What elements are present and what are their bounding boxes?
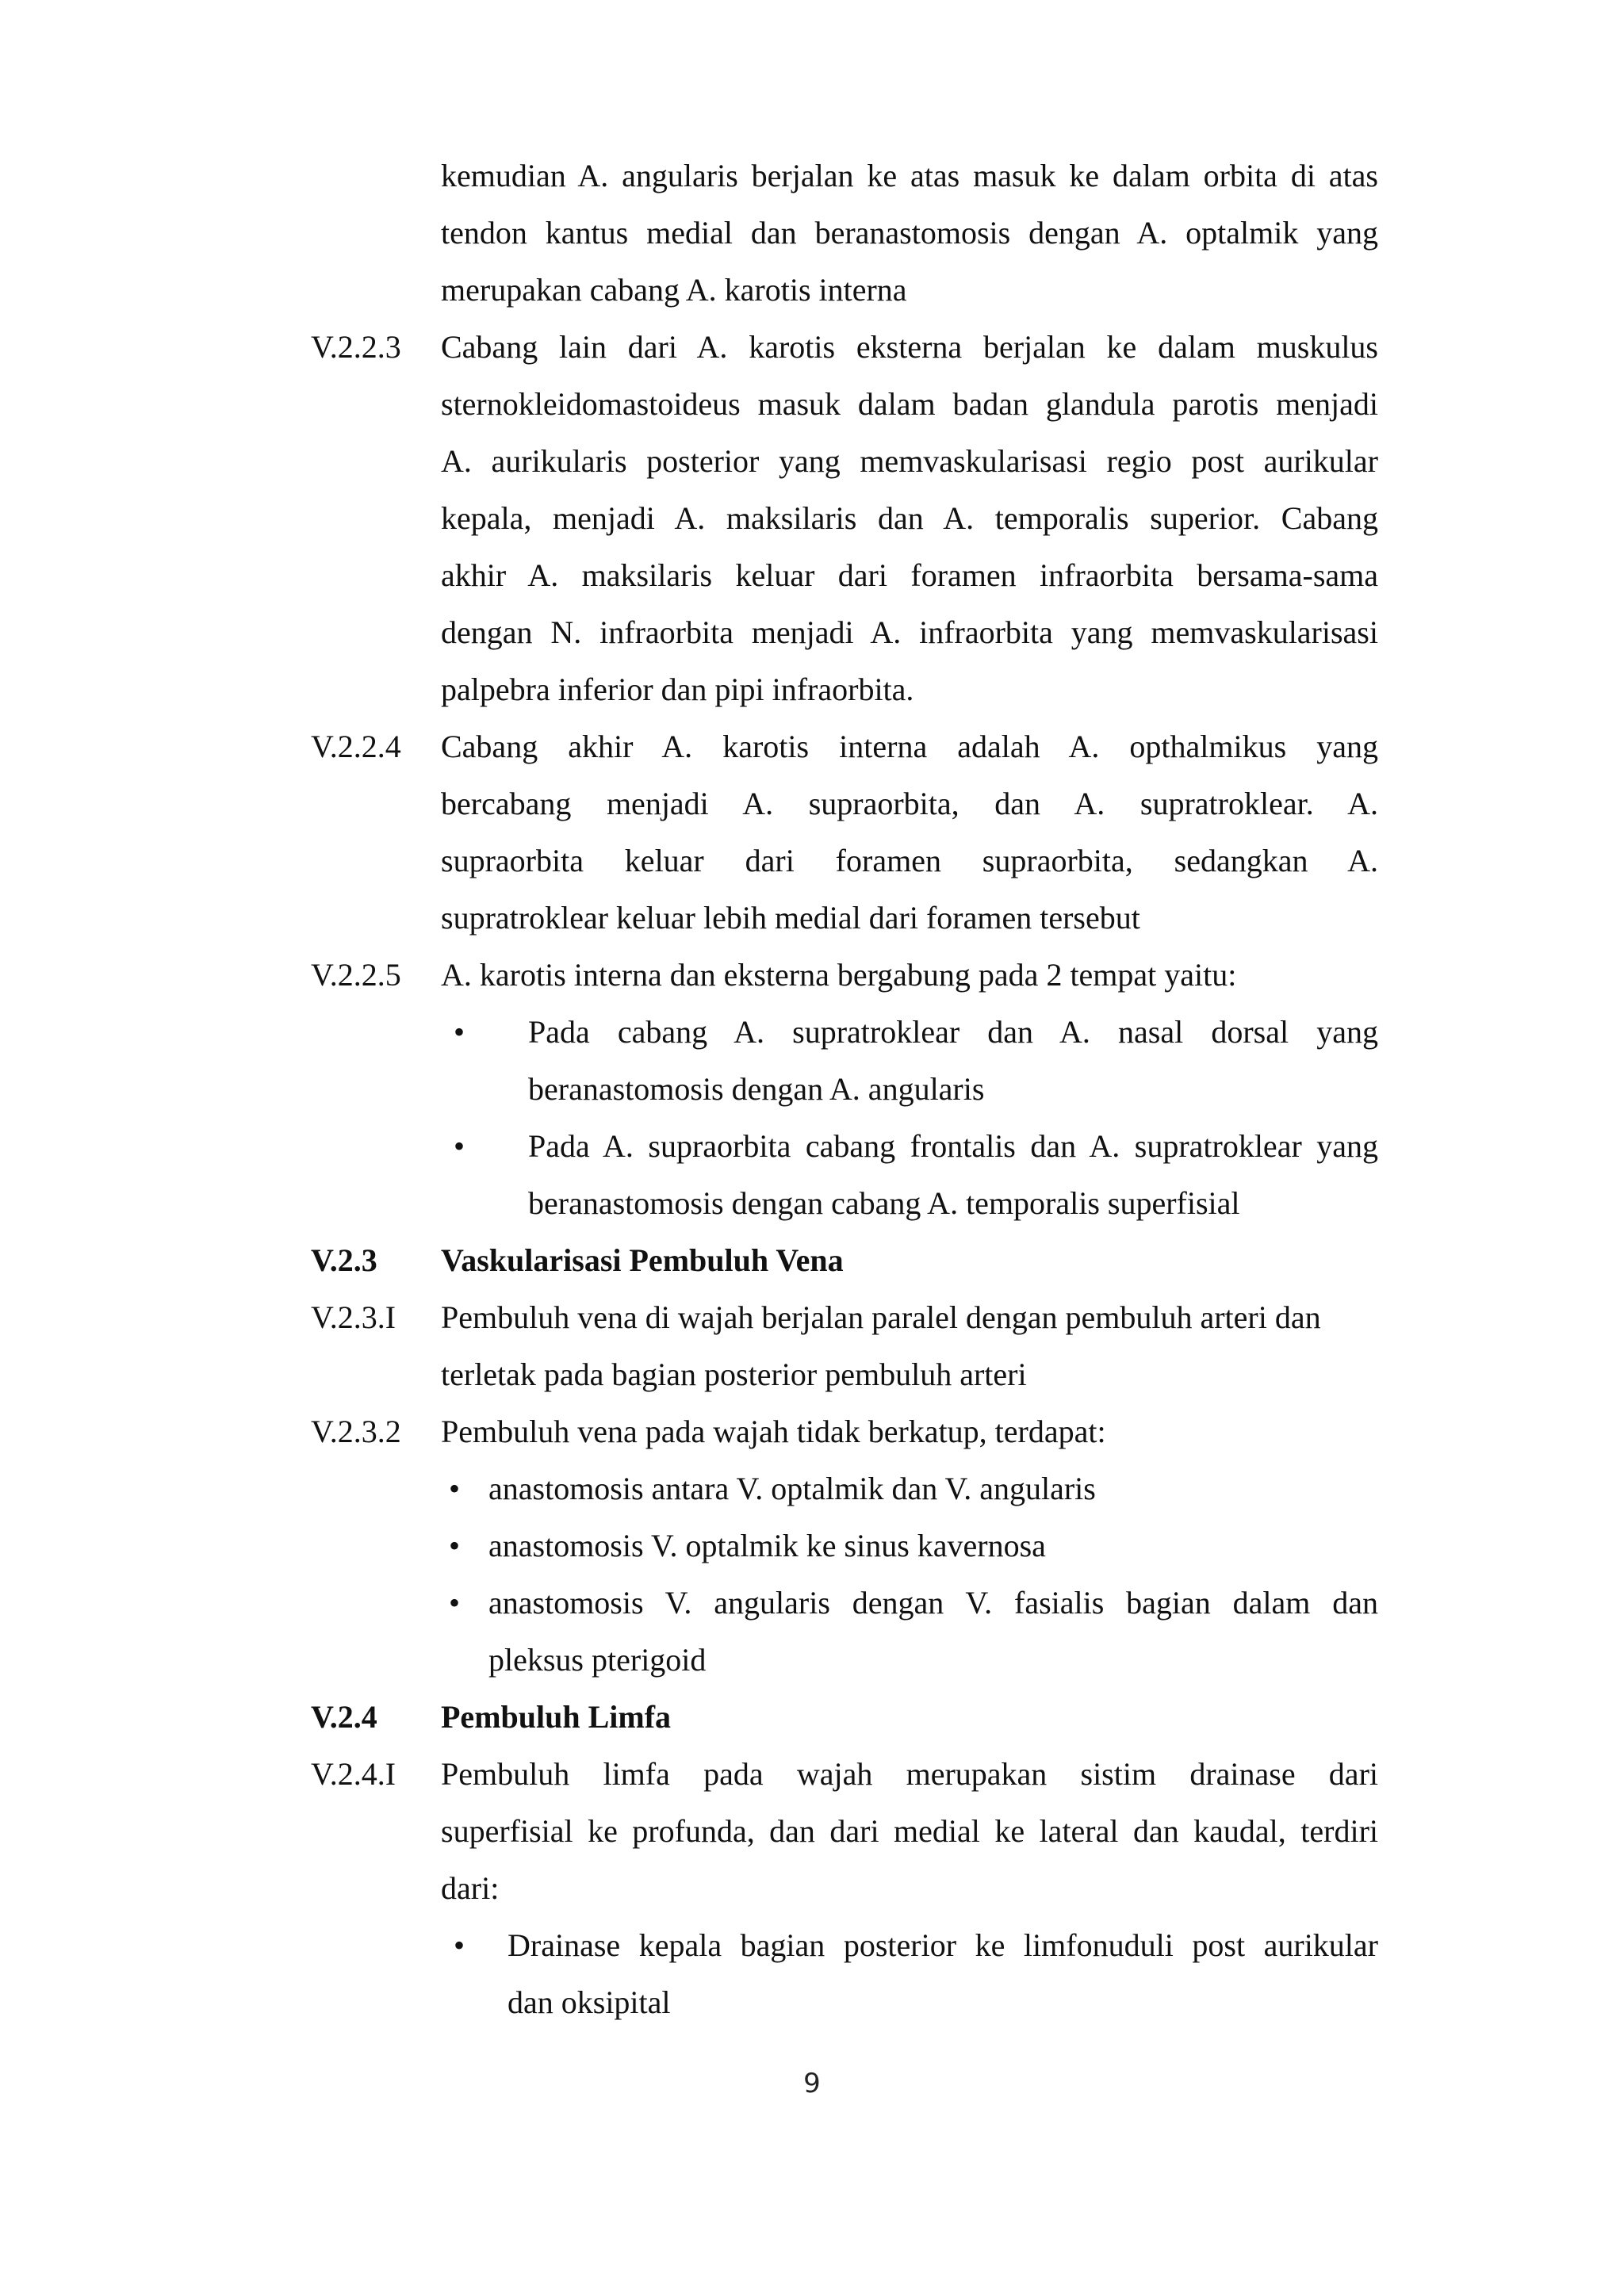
- paragraph-line: Pembuluh limfa pada wajah merupakan sistim drainase dari: [441, 1756, 1378, 1792]
- section-number: V.2.2.5: [311, 957, 401, 993]
- paragraph-line: A. karotis interna dan eksterna bergabung pada 2 tempat yaitu:: [441, 957, 1237, 993]
- bullet-item-line: Drainase kepala bagian posterior ke limfonuduli post aurikular: [508, 1927, 1378, 1963]
- bullet-marker: •: [454, 1128, 465, 1164]
- heading-number: V.2.3: [311, 1242, 377, 1278]
- paragraph-line: dari:: [441, 1870, 500, 1906]
- bullet-marker: •: [449, 1528, 461, 1563]
- paragraph-line: supraorbita keluar dari foramen supraorbita, sedangkan A.: [441, 843, 1378, 878]
- paragraph-line: kepala, menjadi A. maksilaris dan A. temporalis superior. Cabang: [441, 500, 1378, 536]
- bullet-item-line: dan oksipital: [508, 1984, 671, 2020]
- section-number: V.2.3.2: [311, 1414, 401, 1449]
- paragraph-line: supratroklear keluar lebih medial dari foramen tersebut: [441, 900, 1140, 936]
- paragraph-line: tendon kantus medial dan beranastomosis dengan A. optalmik yang: [441, 215, 1378, 251]
- bullet-item-line: anastomosis V. angularis dengan V. fasialis bagian dalam dan: [488, 1585, 1378, 1621]
- paragraph-line: kemudian A. angularis berjalan ke atas masuk ke dalam orbita di atas: [441, 158, 1378, 193]
- paragraph-line: Cabang akhir A. karotis interna adalah A. opthalmikus yang: [441, 729, 1378, 764]
- paragraph-line: terletak pada bagian posterior pembuluh arteri: [441, 1357, 1027, 1392]
- section-number: V.2.3.I: [311, 1299, 396, 1335]
- bullet-marker: •: [454, 1014, 465, 1050]
- page-number: 9: [803, 2068, 821, 2099]
- section-heading: Vaskularisasi Pembuluh Vena: [441, 1242, 844, 1278]
- heading-number: V.2.4: [311, 1699, 377, 1735]
- paragraph-line: merupakan cabang A. karotis interna: [441, 272, 907, 308]
- paragraph-line: superfisial ke profunda, dan dari medial ke lateral dan kaudal, terdiri: [441, 1813, 1378, 1849]
- paragraph-line: akhir A. maksilaris keluar dari foramen infraorbita bersama-sama: [441, 557, 1378, 593]
- bullet-item-line: anastomosis V. optalmik ke sinus kavernosa: [488, 1528, 1046, 1563]
- bullet-item-line: beranastomosis dengan cabang A. temporalis superfisial: [528, 1185, 1240, 1221]
- section-number: V.2.2.3: [311, 329, 401, 365]
- bullet-item-line: anastomosis antara V. optalmik dan V. angularis: [488, 1471, 1096, 1506]
- paragraph-line: dengan N. infraorbita menjadi A. infraorbita yang memvaskularisasi: [441, 614, 1378, 650]
- paragraph-line: sternokleidomastoideus masuk dalam badan glandula parotis menjadi: [441, 386, 1378, 422]
- bullet-item-line: Pada A. supraorbita cabang frontalis dan A. supratroklear yang: [528, 1128, 1378, 1164]
- paragraph-line: Cabang lain dari A. karotis eksterna berjalan ke dalam muskulus: [441, 329, 1378, 365]
- bullet-marker: •: [454, 1927, 465, 1963]
- paragraph-line: bercabang menjadi A. supraorbita, dan A. supratroklear. A.: [441, 786, 1378, 821]
- section-number: V.2.4.I: [311, 1756, 396, 1792]
- bullet-marker: •: [449, 1585, 461, 1621]
- paragraph-line: A. aurikularis posterior yang memvaskularisasi regio post aurikular: [441, 443, 1378, 479]
- bullet-item-line: Pada cabang A. supratroklear dan A. nasal dorsal yang: [528, 1014, 1378, 1050]
- bullet-item-line: pleksus pterigoid: [488, 1642, 707, 1678]
- paragraph-line: Pembuluh vena pada wajah tidak berkatup, terdapat:: [441, 1414, 1106, 1449]
- bullet-item-line: beranastomosis dengan A. angularis: [528, 1071, 985, 1107]
- paragraph-line: Pembuluh vena di wajah berjalan paralel dengan pembuluh arteri dan: [441, 1299, 1321, 1335]
- bullet-marker: •: [449, 1471, 461, 1506]
- paragraph-line: palpebra inferior dan pipi infraorbita.: [441, 672, 914, 707]
- section-heading: Pembuluh Limfa: [441, 1699, 672, 1735]
- section-number: V.2.2.4: [311, 729, 401, 764]
